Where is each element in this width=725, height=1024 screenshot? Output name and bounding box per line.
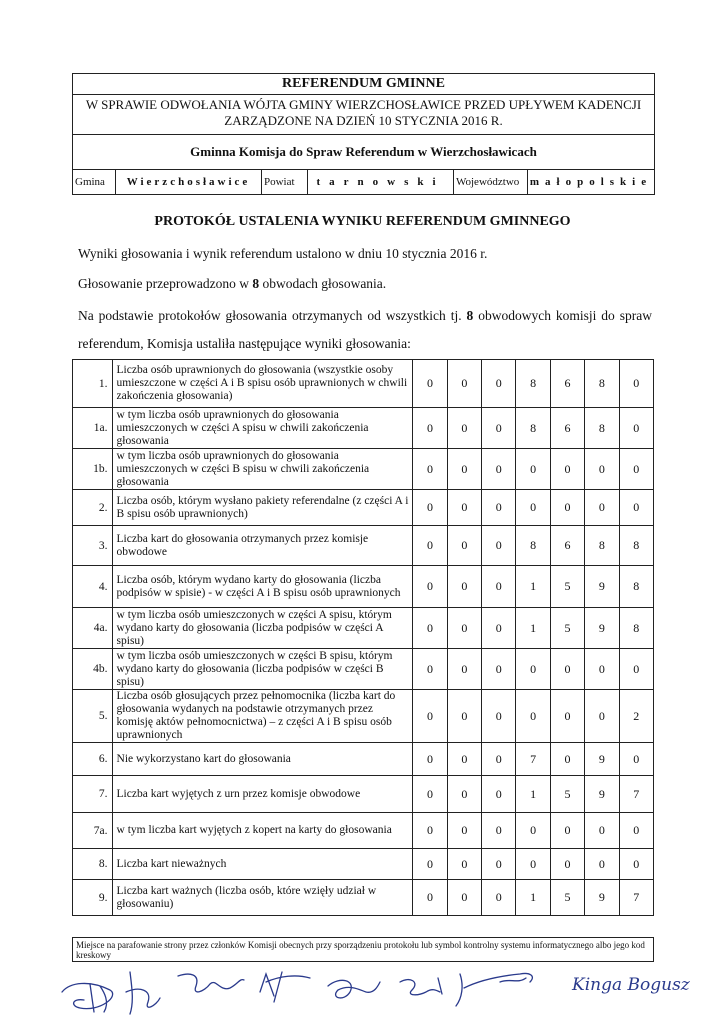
row-description: w tym liczba osób uprawnionych do głosowania umieszczonych w części A spisu w chwili zakończenia głosowania bbox=[112, 408, 413, 449]
row-description: Liczba kart nieważnych bbox=[112, 849, 413, 880]
row-digit: 0 bbox=[619, 408, 653, 449]
row-digit: 0 bbox=[619, 449, 653, 490]
row-digit: 0 bbox=[413, 813, 447, 849]
row-digit: 0 bbox=[447, 490, 481, 526]
row-digit: 0 bbox=[482, 743, 516, 776]
row-digit: 0 bbox=[447, 566, 481, 608]
row-number: 7. bbox=[73, 776, 113, 813]
wojewodztwo-label: Województwo bbox=[454, 170, 528, 194]
footer-note: Miejsce na parafowanie strony przez członków Komisji obecnych przy sporządzeniu protokołu lub symbol kontrolny systemu informatycznego albo jego kod kreskowy bbox=[72, 937, 654, 962]
row-digit: 9 bbox=[585, 880, 619, 916]
row-description: Nie wykorzystano kart do głosowania bbox=[112, 743, 413, 776]
row-digit: 0 bbox=[482, 649, 516, 690]
results-table bbox=[72, 359, 654, 916]
row-digit: 0 bbox=[447, 880, 481, 916]
row-number: 1a. bbox=[73, 408, 113, 449]
row-digit: 0 bbox=[413, 526, 447, 566]
row-digit: 5 bbox=[550, 566, 584, 608]
row-digit: 6 bbox=[550, 408, 584, 449]
row-digit: 0 bbox=[550, 690, 584, 743]
signatures-image bbox=[60, 962, 700, 1020]
row-digit: 0 bbox=[516, 690, 550, 743]
row-digit: 0 bbox=[482, 408, 516, 449]
row-digit: 0 bbox=[516, 649, 550, 690]
table-row bbox=[73, 566, 654, 608]
row-digit: 0 bbox=[585, 449, 619, 490]
row-digit: 8 bbox=[585, 360, 619, 408]
paragraph-date: Wyniki głosowania i wynik referendum ustalono w dniu 10 stycznia 2016 r. bbox=[78, 246, 488, 261]
row-digit: 0 bbox=[447, 526, 481, 566]
row-digit: 9 bbox=[585, 608, 619, 649]
header-box bbox=[72, 73, 655, 195]
row-digit: 0 bbox=[482, 880, 516, 916]
row-digit: 0 bbox=[413, 776, 447, 813]
row-number: 6. bbox=[73, 743, 113, 776]
table-row bbox=[73, 690, 654, 743]
table-row bbox=[73, 813, 654, 849]
row-digit: 0 bbox=[447, 649, 481, 690]
row-digit: 8 bbox=[619, 608, 653, 649]
table-row bbox=[73, 449, 654, 490]
row-number: 7a. bbox=[73, 813, 113, 849]
row-description: Liczba osób głosujących przez pełnomocnika (liczba kart do głosowania wydanych na podstawie otrzymanych przez komisję aktów pełnomocnictwa) – z części A i B spisu osób uprawnionych bbox=[112, 690, 413, 743]
row-digit: 7 bbox=[516, 743, 550, 776]
row-digit: 0 bbox=[447, 449, 481, 490]
row-digit: 1 bbox=[516, 566, 550, 608]
row-digit: 8 bbox=[516, 408, 550, 449]
signature-kinga-bogusz: Kinga Bogusz bbox=[572, 975, 690, 995]
row-digit: 2 bbox=[619, 690, 653, 743]
row-digit: 6 bbox=[550, 526, 584, 566]
row-description: Liczba osób, którym wydano karty do głosowania (liczba podpisów w spisie) - w części A i B spisu osób uprawnionych bbox=[112, 566, 413, 608]
row-digit: 0 bbox=[516, 490, 550, 526]
row-digit: 8 bbox=[619, 566, 653, 608]
paragraph-basis bbox=[78, 302, 652, 358]
gmina-value: Wierzchosławice bbox=[116, 170, 262, 194]
p3-number: 8 bbox=[466, 308, 474, 323]
row-digit: 0 bbox=[585, 490, 619, 526]
row-digit: 0 bbox=[585, 690, 619, 743]
table-row bbox=[73, 649, 654, 690]
row-description: Liczba kart wyjętych z urn przez komisje obwodowe bbox=[112, 776, 413, 813]
row-digit: 0 bbox=[482, 690, 516, 743]
row-digit: 8 bbox=[619, 526, 653, 566]
row-digit: 1 bbox=[516, 776, 550, 813]
row-digit: 8 bbox=[516, 526, 550, 566]
row-number: 4b. bbox=[73, 649, 113, 690]
referendum-subject bbox=[73, 95, 654, 135]
row-number: 1b. bbox=[73, 449, 113, 490]
row-digit: 0 bbox=[413, 608, 447, 649]
p2-pre: Głosowanie przeprowadzono w bbox=[78, 276, 253, 291]
row-digit: 0 bbox=[447, 608, 481, 649]
signature-7 bbox=[456, 973, 532, 1006]
location-row bbox=[73, 170, 654, 194]
row-digit: 0 bbox=[447, 849, 481, 880]
signature-3 bbox=[178, 974, 244, 992]
row-digit: 9 bbox=[585, 566, 619, 608]
p2-number: 8 bbox=[252, 276, 260, 291]
row-digit: 0 bbox=[619, 360, 653, 408]
row-description: w tym liczba osób umieszczonych w części B spisu, którym wydano karty do głosowania (liczba podpisów w części B spisu) bbox=[112, 649, 413, 690]
row-digit: 0 bbox=[550, 490, 584, 526]
row-digit: 0 bbox=[550, 449, 584, 490]
row-number: 3. bbox=[73, 526, 113, 566]
p3-post: obwodowych komisji do spraw referendum, Komisja ustaliła następujące wyniki głosowania: bbox=[78, 308, 652, 351]
p2-post: obwodach głosowania. bbox=[259, 276, 387, 291]
row-digit: 0 bbox=[619, 490, 653, 526]
row-number: 4. bbox=[73, 566, 113, 608]
row-digit: 0 bbox=[550, 649, 584, 690]
row-digit: 0 bbox=[585, 649, 619, 690]
row-digit: 0 bbox=[447, 776, 481, 813]
row-digit: 0 bbox=[550, 743, 584, 776]
table-row bbox=[73, 408, 654, 449]
row-number: 1. bbox=[73, 360, 113, 408]
row-description: w tym liczba osób umieszczonych w części A spisu, którym wydano karty do głosowania (liczba podpisów w części A spisu) bbox=[112, 608, 413, 649]
row-digit: 0 bbox=[482, 360, 516, 408]
row-digit: 0 bbox=[482, 776, 516, 813]
row-digit: 0 bbox=[619, 849, 653, 880]
commission-name: Gminna Komisja do Spraw Referendum w Wierzchosławicach bbox=[73, 135, 654, 170]
wojewodztwo-value: małopolskie bbox=[529, 176, 653, 188]
row-digit: 0 bbox=[550, 813, 584, 849]
row-digit: 1 bbox=[516, 880, 550, 916]
row-description: Liczba kart ważnych (liczba osób, które wzięły udział w głosowaniu) bbox=[112, 880, 413, 916]
row-digit: 5 bbox=[550, 776, 584, 813]
row-digit: 8 bbox=[585, 526, 619, 566]
row-digit: 0 bbox=[482, 849, 516, 880]
row-description: w tym liczba osób uprawnionych do głosowania umieszczonych w części B spisu w chwili zakończenia głosowania bbox=[112, 449, 413, 490]
row-number: 9. bbox=[73, 880, 113, 916]
row-digit: 0 bbox=[619, 649, 653, 690]
row-digit: 0 bbox=[413, 566, 447, 608]
row-description: Liczba kart do głosowania otrzymanych przez komisje obwodowe bbox=[112, 526, 413, 566]
table-row bbox=[73, 849, 654, 880]
table-row bbox=[73, 743, 654, 776]
row-description: w tym liczba kart wyjętych z kopert na karty do głosowania bbox=[112, 813, 413, 849]
row-digit: 8 bbox=[516, 360, 550, 408]
table-row bbox=[73, 776, 654, 813]
row-digit: 0 bbox=[516, 849, 550, 880]
row-digit: 0 bbox=[447, 360, 481, 408]
row-description: Liczba osób, którym wysłano pakiety referendalne (z części A i B spisu osób uprawnionych) bbox=[112, 490, 413, 526]
referendum-title: REFERENDUM GMINNE bbox=[73, 74, 654, 95]
row-digit: 9 bbox=[585, 776, 619, 813]
row-digit: 0 bbox=[619, 813, 653, 849]
subject-line-2: ZARZĄDZONE NA DZIEŃ 10 STYCZNIA 2016 R. bbox=[224, 113, 503, 128]
table-row bbox=[73, 526, 654, 566]
table-row bbox=[73, 880, 654, 916]
row-digit: 0 bbox=[447, 690, 481, 743]
protocol-title: PROTOKÓŁ USTALENIA WYNIKU REFERENDUM GMINNEGO bbox=[154, 214, 571, 229]
table-row bbox=[73, 608, 654, 649]
row-digit: 0 bbox=[482, 526, 516, 566]
row-digit: 7 bbox=[619, 880, 653, 916]
row-digit: 0 bbox=[413, 408, 447, 449]
signature-4 bbox=[260, 972, 310, 1002]
row-digit: 0 bbox=[413, 360, 447, 408]
row-number: 2. bbox=[73, 490, 113, 526]
table-row bbox=[73, 360, 654, 408]
row-digit: 0 bbox=[447, 813, 481, 849]
row-digit: 0 bbox=[550, 849, 584, 880]
row-digit: 0 bbox=[447, 743, 481, 776]
row-number: 5. bbox=[73, 690, 113, 743]
row-digit: 0 bbox=[482, 608, 516, 649]
row-digit: 0 bbox=[413, 743, 447, 776]
row-digit: 0 bbox=[413, 449, 447, 490]
row-number: 4a. bbox=[73, 608, 113, 649]
subject-line-1: W SPRAWIE ODWOŁANIA WÓJTA GMINY WIERZCHOSŁAWICE PRZED UPŁYWEM KADENCJI bbox=[85, 97, 642, 112]
powiat-value: tarnowski bbox=[308, 170, 454, 194]
table-row bbox=[73, 490, 654, 526]
gmina-label: Gmina bbox=[73, 170, 116, 194]
row-number: 8. bbox=[73, 849, 113, 880]
row-digit: 0 bbox=[482, 449, 516, 490]
row-digit: 0 bbox=[413, 490, 447, 526]
row-digit: 0 bbox=[413, 880, 447, 916]
row-digit: 9 bbox=[585, 743, 619, 776]
row-digit: 7 bbox=[619, 776, 653, 813]
row-digit: 6 bbox=[550, 360, 584, 408]
row-digit: 0 bbox=[413, 849, 447, 880]
signature-2 bbox=[126, 972, 160, 1014]
row-digit: 0 bbox=[413, 690, 447, 743]
row-digit: 0 bbox=[516, 813, 550, 849]
row-digit: 8 bbox=[585, 408, 619, 449]
row-digit: 5 bbox=[550, 608, 584, 649]
row-digit: 0 bbox=[585, 849, 619, 880]
row-description: Liczba osób uprawnionych do głosowania (wszystkie osoby umieszczone w części A i B spisu osób uprawnionych w chwili zakończenia głosowania) bbox=[112, 360, 413, 408]
row-digit: 0 bbox=[619, 743, 653, 776]
row-digit: 0 bbox=[413, 649, 447, 690]
row-digit: 0 bbox=[447, 408, 481, 449]
powiat-label: Powiat bbox=[262, 170, 308, 194]
row-digit: 0 bbox=[482, 566, 516, 608]
p3-pre: Na podstawie protokołów głosowania otrzymanych od wszystkich tj. bbox=[78, 308, 467, 323]
row-digit: 0 bbox=[482, 490, 516, 526]
row-digit: 5 bbox=[550, 880, 584, 916]
row-digit: 0 bbox=[516, 449, 550, 490]
signature-6 bbox=[400, 978, 442, 995]
row-digit: 1 bbox=[516, 608, 550, 649]
signature-5 bbox=[328, 980, 380, 998]
row-digit: 0 bbox=[482, 813, 516, 849]
row-digit: 0 bbox=[585, 813, 619, 849]
paragraph-circuits bbox=[78, 270, 652, 298]
